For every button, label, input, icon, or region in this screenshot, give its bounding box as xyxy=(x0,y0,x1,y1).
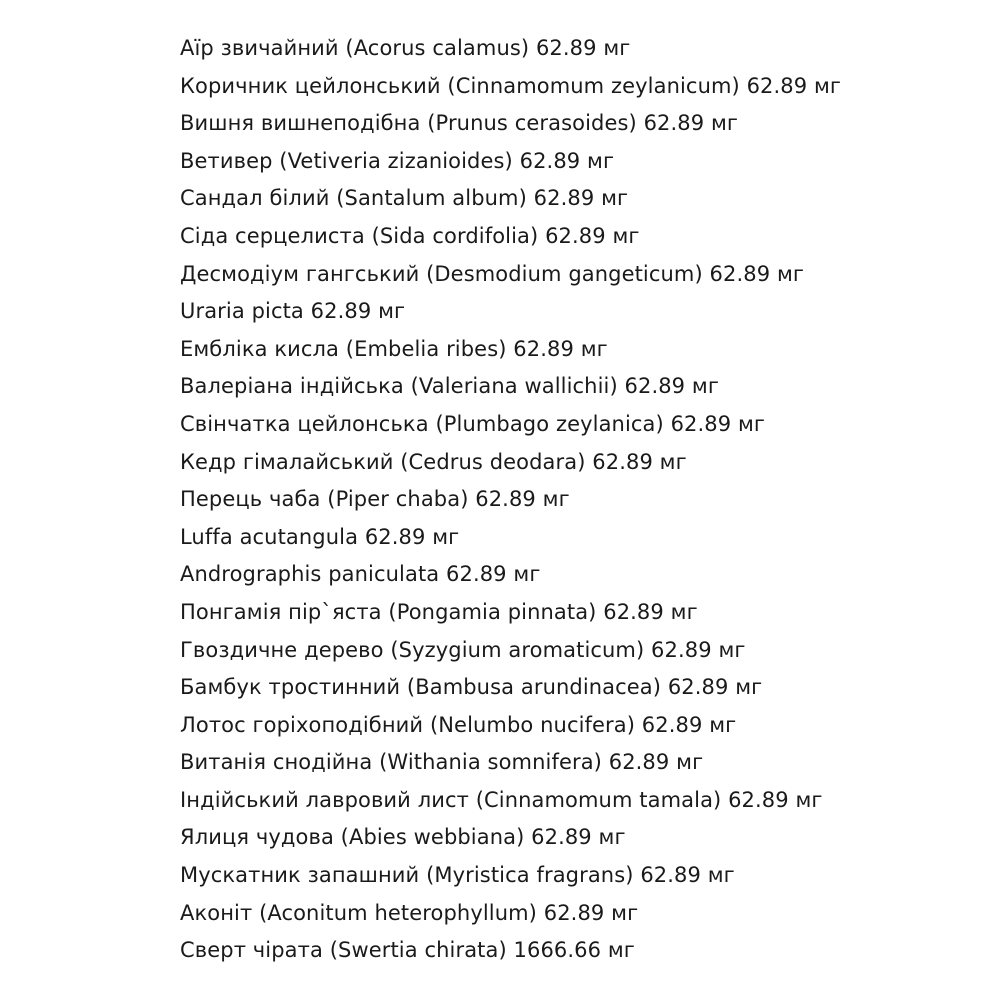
ingredient-item: Перець чаба (Piper chaba) 62.89 мг xyxy=(180,487,570,512)
ingredient-item: Аконіт (Aconitum heterophyllum) 62.89 мг xyxy=(180,900,639,925)
ingredient-item: Andrographis paniculata 62.89 мг xyxy=(180,562,541,587)
ingredient-item: Мускатник запашний (Myristica fragrans) 62.89 мг xyxy=(180,863,735,888)
ingredient-item: Витанія снодійна (Withania somnifera) 62.89 мг xyxy=(180,750,704,775)
ingredient-item: Свінчатка цейлонська (Plumbago zeylanica) 62.89 мг xyxy=(180,411,766,436)
ingredient-list xyxy=(180,30,841,970)
ingredient-item: Ялиця чудова (Abies webbiana) 62.89 мг xyxy=(180,825,626,850)
ingredient-item: Luffa acutangula 62.89 мг xyxy=(180,524,460,549)
ingredient-item: Вишня вишнеподібна (Prunus cerasoides) 62.89 мг xyxy=(180,111,739,136)
ingredient-item: Сандал білий (Santalum album) 62.89 мг xyxy=(180,186,629,211)
ingredient-item: Сіда серцелиста (Sida cordifolia) 62.89 мг xyxy=(180,223,640,248)
ingredient-item: Кедр гімалайський (Cedrus deodara) 62.89 мг xyxy=(180,449,687,474)
ingredient-item: Бамбук тростинний (Bambusa arundinacea) 62.89 мг xyxy=(180,675,763,700)
ingredient-item: Лотос горіхоподібний (Nelumbo nucifera) 62.89 мг xyxy=(180,712,737,737)
ingredient-item: Гвоздичне дерево (Syzygium aromaticum) 62.89 мг xyxy=(180,637,746,662)
ingredient-item: Валеріана індійська (Valeriana wallichii) 62.89 мг xyxy=(180,374,719,399)
ingredient-item: Індійський лавровий лист (Cinnamomum tamala) 62.89 мг xyxy=(180,787,823,812)
ingredient-item: Ембліка кисла (Embelia ribes) 62.89 мг xyxy=(180,336,608,361)
ingredient-item: Коричник цейлонський (Cinnamomum zeylanicum) 62.89 мг xyxy=(180,73,842,98)
ingredient-item: Ветивер (Vetiveria zizanioides) 62.89 мг xyxy=(180,148,615,173)
ingredient-item: Сверт чірата (Swertia chirata) 1666.66 мг xyxy=(180,938,635,963)
ingredient-item: Аїр звичайний (Acorus calamus) 62.89 мг xyxy=(180,36,631,60)
ingredient-item: Понгамія пір`яста (Pongamia pinnata) 62.89 мг xyxy=(180,599,698,624)
ingredient-item: Uraria picta 62.89 мг xyxy=(180,299,406,324)
ingredient-item: Десмодіум гангський (Desmodium gangeticum) 62.89 мг xyxy=(180,261,805,286)
